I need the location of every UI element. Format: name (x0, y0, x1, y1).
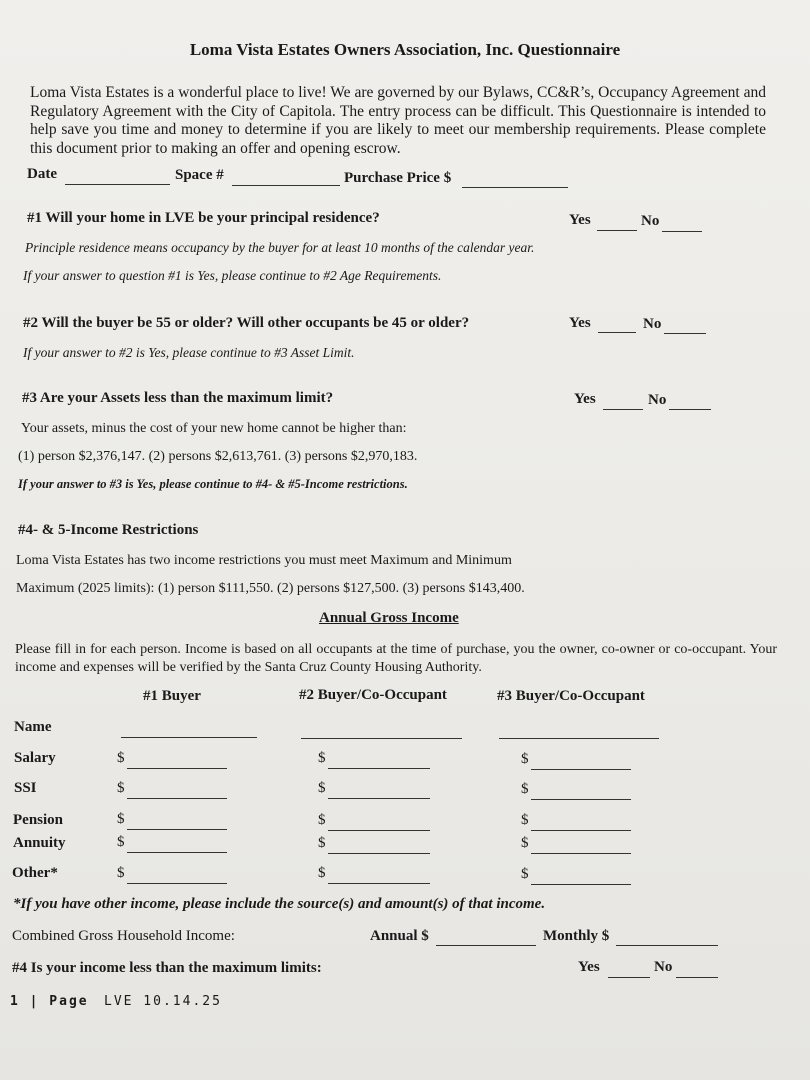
annuity-dollar-2: $ (318, 835, 326, 851)
salary-dollar-3: $ (521, 751, 529, 767)
q3-asset-limits: (1) person $2,376,147. (2) persons $2,613,761. (3) persons $2,970,183. (18, 449, 418, 464)
row-annuity-label: Annuity (13, 835, 66, 851)
pension-input-3[interactable] (531, 829, 631, 831)
q2-yes-input[interactable] (598, 331, 636, 333)
pension-dollar-2: $ (318, 812, 326, 828)
price-input[interactable] (462, 186, 568, 188)
other-income-note: *If you have other income, please include the source(s) and amount(s) of that income. (13, 896, 546, 912)
col-buyer-3: #3 Buyer/Co-Occupant (497, 688, 645, 704)
other-input-3[interactable] (531, 883, 631, 885)
intro-paragraph: Loma Vista Estates is a wonderful place to live! We are governed by our Bylaws, CC&R’s, Occupancy Agreement and Regulatory Agreement with the City of Capitola. The entry process can be difficult. This Questionnaire is intended to help save you time and money to determine if you are likely to meet our membership requirements. Please complete this document prior to making an offer and opening escrow. (30, 84, 766, 157)
q45-intro: Loma Vista Estates has two income restrictions you must meet Maximum and Minimum (16, 553, 512, 568)
row-salary-label: Salary (14, 750, 56, 766)
q3-asset-text: Your assets, minus the cost of your new home cannot be higher than: (21, 421, 407, 436)
col-buyer-2: #2 Buyer/Co-Occupant (299, 687, 447, 703)
space-label: Space # (175, 167, 224, 183)
ssi-dollar-3: $ (521, 781, 529, 797)
salary-input-1[interactable] (127, 767, 227, 769)
other-input-1[interactable] (127, 882, 227, 884)
annual-income-input[interactable] (436, 944, 536, 946)
pension-input-1[interactable] (127, 828, 227, 830)
q4-no-label: No (654, 959, 673, 975)
q2-no-input[interactable] (664, 332, 706, 334)
monthly-label: Monthly $ (543, 928, 610, 944)
q3-title: #3 Are your Assets less than the maximum limit? (22, 390, 334, 406)
q1-yes-input[interactable] (597, 229, 637, 231)
other-input-2[interactable] (328, 882, 430, 884)
pension-input-2[interactable] (328, 829, 430, 831)
q2-no-label: No (643, 316, 662, 332)
q45-title: #4- & 5-Income Restrictions (18, 522, 199, 538)
salary-input-3[interactable] (531, 768, 631, 770)
space-input[interactable] (232, 184, 340, 186)
salary-input-2[interactable] (328, 767, 430, 769)
row-ssi-label: SSI (14, 780, 37, 796)
other-dollar-3: $ (521, 866, 529, 882)
annuity-input-3[interactable] (531, 852, 631, 854)
footer-version-code: LVE 10.14.25 (104, 994, 222, 1009)
annual-label: Annual $ (370, 928, 429, 944)
q4-title: #4 Is your income less than the maximum limits: (12, 960, 322, 976)
annuity-dollar-3: $ (521, 835, 529, 851)
q4-no-input[interactable] (676, 976, 718, 978)
row-name-label: Name (14, 719, 52, 735)
q2-yes-label: Yes (569, 315, 591, 331)
footer-page-number: 1 | Page (10, 994, 89, 1009)
col-buyer-1: #1 Buyer (143, 688, 201, 704)
salary-dollar-1: $ (117, 750, 125, 766)
q3-no-input[interactable] (669, 408, 711, 410)
pension-dollar-1: $ (117, 811, 125, 827)
q3-yes-input[interactable] (603, 408, 643, 410)
q2-note-continue: If your answer to #2 is Yes, please continue to #3 Asset Limit. (23, 345, 355, 360)
other-dollar-2: $ (318, 865, 326, 881)
ssi-input-3[interactable] (531, 798, 631, 800)
name-input-3[interactable] (499, 737, 659, 739)
q1-no-input[interactable] (662, 230, 702, 232)
annuity-dollar-1: $ (117, 834, 125, 850)
annuity-input-2[interactable] (328, 852, 430, 854)
monthly-income-input[interactable] (616, 944, 718, 946)
ssi-input-2[interactable] (328, 797, 430, 799)
income-heading: Annual Gross Income (319, 610, 459, 626)
date-label: Date (27, 166, 57, 182)
price-label: Purchase Price $ (344, 170, 452, 186)
combined-income-label: Combined Gross Household Income: (12, 928, 235, 944)
salary-dollar-2: $ (318, 750, 326, 766)
form-title: Loma Vista Estates Owners Association, Inc. Questionnaire (189, 40, 621, 59)
other-dollar-1: $ (117, 865, 125, 881)
name-input-2[interactable] (301, 737, 462, 739)
q3-no-label: No (648, 392, 667, 408)
q4-yes-label: Yes (578, 959, 600, 975)
row-other-label: Other* (12, 865, 58, 881)
q4-yes-input[interactable] (608, 976, 650, 978)
q1-yes-label: Yes (569, 212, 591, 228)
q1-note-continue: If your answer to question #1 is Yes, please continue to #2 Age Requirements. (23, 268, 442, 283)
ssi-dollar-2: $ (318, 780, 326, 796)
date-input[interactable] (65, 183, 170, 185)
ssi-dollar-1: $ (117, 780, 125, 796)
pension-dollar-3: $ (521, 812, 529, 828)
q1-note-principal: Principle residence means occupancy by the buyer for at least 10 months of the calendar year. (25, 240, 535, 255)
q3-yes-label: Yes (574, 391, 596, 407)
q1-title: #1 Will your home in LVE be your principal residence? (27, 210, 380, 226)
q1-no-label: No (641, 213, 660, 229)
row-pension-label: Pension (13, 812, 64, 828)
income-instructions: Please fill in for each person. Income is based on all occupants at the time of purchase, you the owner, co-owner or co-occupant. Your income and expenses will be verified by the Santa Cruz County Housing Authority. (15, 642, 777, 675)
ssi-input-1[interactable] (127, 797, 227, 799)
q3-note-continue: If your answer to #3 is Yes, please continue to #4- & #5-Income restrictions. (18, 477, 408, 491)
q2-title: #2 Will the buyer be 55 or older? Will other occupants be 45 or older? (23, 315, 470, 331)
annuity-input-1[interactable] (127, 851, 227, 853)
name-input-1[interactable] (121, 736, 257, 738)
q45-max-limits: Maximum (2025 limits): (1) person $111,550. (2) persons $127,500. (3) persons $143,400. (16, 581, 525, 596)
